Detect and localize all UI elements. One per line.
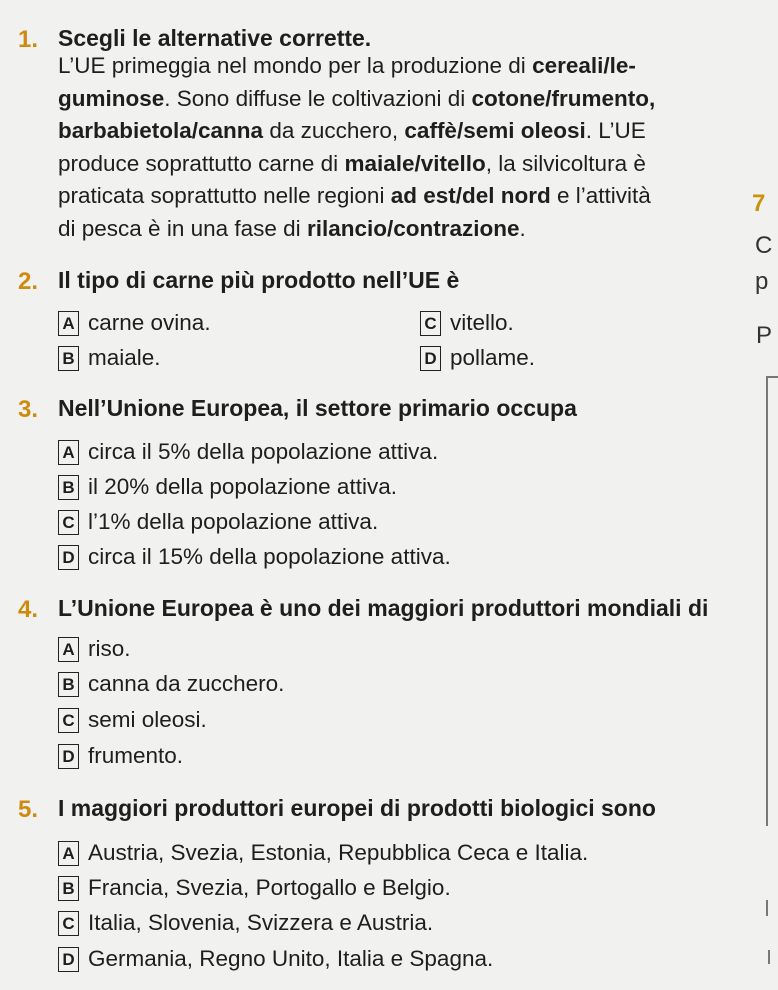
q4-option-b[interactable] (58, 671, 284, 697)
q1-title: Scegli le alternative corrette. (58, 25, 372, 51)
option-text: vitello. (450, 310, 514, 335)
q3-title: Nell’Unione Europea, il settore primario occupa (58, 395, 577, 421)
option-text: Germania, Regno Unito, Italia e Spagna. (88, 946, 494, 971)
option-letter-box: C (58, 708, 79, 733)
q5-option-a[interactable] (58, 840, 588, 866)
q2-option-b[interactable] (58, 345, 161, 371)
option-text: circa il 5% della popolazione attiva. (88, 439, 439, 464)
q5-option-b[interactable] (58, 875, 451, 901)
q4-option-d[interactable] (58, 743, 183, 769)
q4-option-a[interactable] (58, 636, 131, 662)
edge-tick-2 (768, 950, 770, 964)
q1-text: . (519, 215, 526, 241)
option-text: l’1% della popolazione attiva. (88, 509, 379, 534)
option-letter-box: A (58, 841, 79, 866)
q1-text: . Sono diffuse le coltivazioni di (164, 85, 466, 111)
edge-tick (766, 900, 768, 916)
q1-choice-cotone-frumento[interactable]: cotone/frumento, (471, 85, 656, 111)
edge-glyph-p: p (755, 268, 769, 295)
option-text: riso. (88, 636, 131, 661)
option-letter-box: D (58, 744, 79, 769)
q5-option-d[interactable] (58, 946, 493, 972)
q1-choice-maiale-vitello[interactable]: maiale/vitello (344, 150, 486, 176)
q2-option-d[interactable] (420, 345, 535, 371)
q2-title: Il tipo di carne più prodotto nell’UE è (58, 267, 460, 293)
option-text: Francia, Svezia, Portogallo e Belgio. (88, 875, 451, 900)
edge-glyph-c: C (755, 232, 773, 259)
option-text: Italia, Slovenia, Svizzera e Austria. (88, 910, 434, 935)
option-text: frumento. (88, 743, 184, 768)
edge-rule-vertical (766, 376, 768, 826)
option-letter-box: A (58, 637, 79, 662)
q4-title: L’Unione Europea è uno dei maggiori produttori mondiali di (58, 595, 709, 621)
q1-text: produce soprattutto carne di (58, 150, 339, 176)
option-letter-box: D (58, 947, 79, 972)
option-text: maiale. (88, 345, 161, 370)
option-letter-box: A (58, 440, 79, 465)
option-letter-box: B (58, 346, 79, 371)
q3-option-c[interactable] (58, 509, 378, 535)
q1-text: , la silvicoltura è (485, 150, 646, 176)
q1-text: praticata soprattutto nelle regioni (58, 183, 385, 208)
q2-option-c[interactable] (420, 310, 514, 336)
q4-option-c[interactable] (58, 707, 207, 733)
option-text: canna da zucchero. (88, 671, 285, 696)
option-letter-box: C (58, 911, 79, 936)
q1-choice-rilancio-contrazione[interactable]: rilancio/contrazione (306, 215, 520, 241)
option-letter-box: B (58, 475, 79, 500)
q1-paragraph (58, 50, 728, 245)
option-text: il 20% della popolazione attiva. (88, 474, 397, 499)
option-letter-box: C (58, 510, 79, 535)
q3-option-b[interactable] (58, 474, 397, 500)
option-letter-box: B (58, 876, 79, 901)
q4-number: 4. (18, 596, 39, 623)
q1-text: da zucchero, (269, 118, 399, 143)
option-text: carne ovina. (88, 310, 211, 335)
q1-choice-oleosi: oleosi (520, 118, 586, 143)
q3-option-d[interactable] (58, 544, 451, 570)
q2-option-a[interactable] (58, 310, 211, 336)
q1-text: di pesca è in una fase di (58, 215, 301, 241)
edge-rule-top (766, 376, 778, 378)
q1-choice-est-nord[interactable]: ad est/del nord (390, 183, 551, 208)
q1-text: . L’UE (585, 118, 646, 143)
q1-choice-cereali-leguminose-cont[interactable]: guminose (58, 85, 165, 111)
edge-glyph-P: P (756, 322, 773, 349)
q2-number: 2. (18, 268, 39, 295)
q1-choice-barbabietola-canna[interactable]: barbabietola/canna (58, 118, 264, 143)
q1-text: L’UE primeggia nel mondo per la produzione di (58, 53, 526, 78)
q5-option-c[interactable] (58, 910, 433, 936)
q5-number: 5. (18, 796, 39, 823)
option-text: pollame. (450, 345, 536, 370)
q3-option-a[interactable] (58, 439, 438, 465)
q1-text: e l’attività (557, 183, 651, 208)
option-letter-box: C (420, 311, 441, 336)
option-text: semi oleosi. (88, 707, 207, 732)
edge-glyph-7: 7 (752, 190, 766, 217)
q1-number: 1. (18, 26, 39, 53)
q1-choice-cereali-leguminose[interactable]: cereali/le- (532, 53, 636, 78)
q1-choice-caffe-semi[interactable]: caffè/semi (404, 118, 515, 143)
q3-number: 3. (18, 396, 39, 423)
option-text: circa il 15% della popolazione attiva. (88, 544, 451, 569)
option-text: Austria, Svezia, Estonia, Repubblica Ceca e Italia. (88, 840, 589, 865)
option-letter-box: A (58, 311, 79, 336)
option-letter-box: B (58, 672, 79, 697)
option-letter-box: D (58, 545, 79, 570)
option-letter-box: D (420, 346, 441, 371)
q5-title: I maggiori produttori europei di prodotti biologici sono (58, 795, 656, 821)
